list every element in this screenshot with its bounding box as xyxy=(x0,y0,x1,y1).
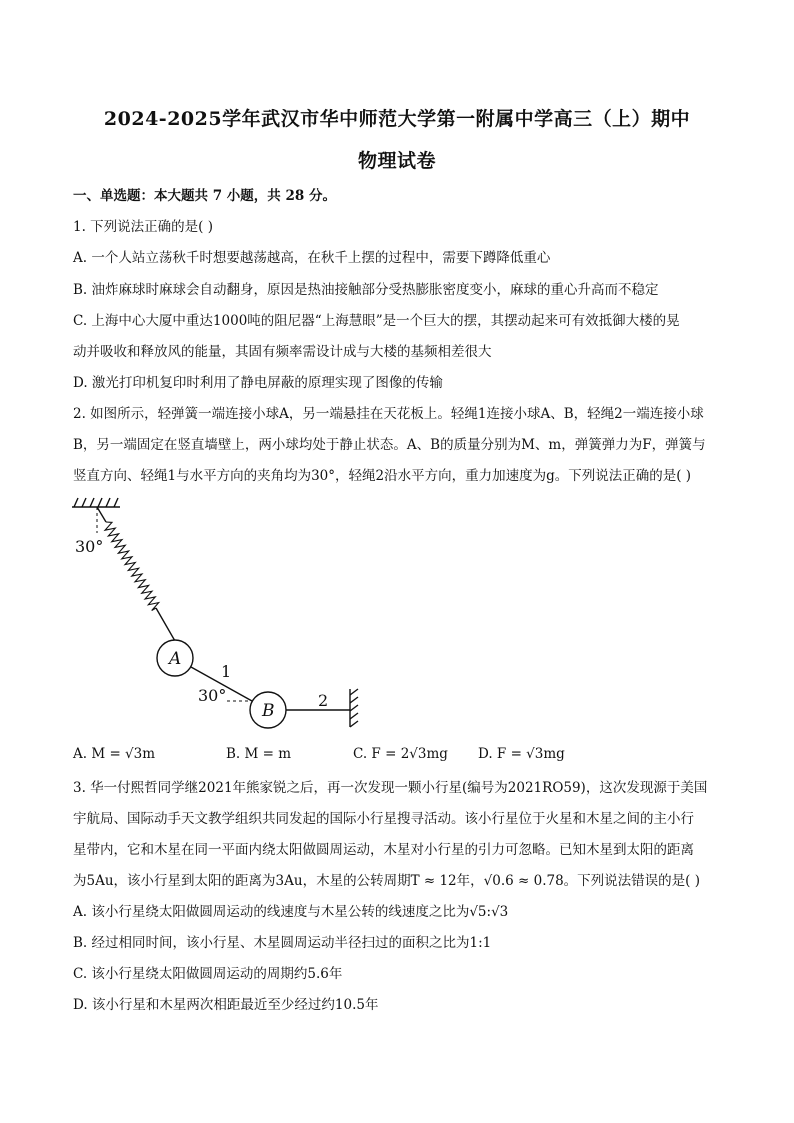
q1-option-c-line2: 动并吸收和释放风的能量，其固有频率需设计成与大楼的基频相差很大 xyxy=(73,344,492,360)
q3-option-c: C. 该小行星绕太阳做圆周运动的周期约5.6年 xyxy=(73,966,343,982)
q2-option-a: A. M = √3m xyxy=(73,746,156,762)
q3-stem-line4: 为5Au，该小行星到太阳的距离为3Au，木星的公转周期T ≈ 12年，√0.6 ≈ 0.78。下列说法错误的是( ) xyxy=(73,873,700,889)
q2-stem-line3: 竖直方向、轻绳1与水平方向的夹角均为30°，轻绳2沿水平方向，重力加速度为g。下列说法正确的是( ) xyxy=(73,468,692,484)
q3-option-a: A. 该小行星绕太阳做圆周运动的线速度与木星公转的线速度之比为√5:√3 xyxy=(73,904,509,920)
q2-option-c: C. F = 2√3mg xyxy=(353,746,448,762)
q2-option-b: B. M = m xyxy=(226,746,292,762)
q2-stem-line1: 2. 如图所示，轻弹簧一端连接小球A，另一端悬挂在天花板上。轻绳1连接小球A、B，轻绳2一端连接小球 xyxy=(73,406,704,422)
q3-option-d: D. 该小行星和木星两次相距最近至少经过约10.5年 xyxy=(73,997,379,1013)
q3-option-b: B. 经过相同时间，该小行星、木星圆周运动半径扫过的面积之比为1:1 xyxy=(73,935,492,951)
section-heading: 一、单选题：本大题共 7 小题，共 28 分。 xyxy=(73,188,336,204)
spring-top-lead xyxy=(97,507,106,522)
ball-a-label: A xyxy=(169,649,182,669)
q1-option-c-line1: C. 上海中心大厦中重达1000吨的阻尼器“上海慧眼”是一个巨大的摆，其摆动起来可有效抵御大楼的晃 xyxy=(73,313,680,329)
q2-stem-line2: B，另一端固定在竖直墙壁上，两小球均处于静止状态。A、B的质量分别为M、m，弹簧弹力为F，弹簧与 xyxy=(73,437,706,453)
q1-option-b: B. 油炸麻球时麻球会自动翻身，原因是热油接触部分受热膨胀密度变小，麻球的重心升高而不稳定 xyxy=(73,282,659,298)
angle-bottom-label: 30° xyxy=(198,686,227,705)
ceiling-hatch xyxy=(72,498,120,507)
rope-2-label: 2 xyxy=(318,691,329,710)
q3-stem-line1: 3. 华一付熙哲同学继2021年熊家锐之后，再一次发现一颗小行星(编号为2021RO59)，这次发现源于美国 xyxy=(73,780,708,796)
q2-figure xyxy=(60,495,380,735)
q3-stem-line2: 宇航局、国际动手天文教学组织共同发起的国际小行星搜寻活动。该小行星位于火星和木星之间的主小行 xyxy=(73,811,694,827)
q1-stem: 1. 下列说法正确的是( ) xyxy=(73,219,213,235)
exam-title-line1: 2024-2025学年武汉市华中师范大学第一附属中学高三（上）期中 xyxy=(103,108,691,130)
q1-option-d: D. 激光打印机复印时利用了静电屏蔽的原理实现了图像的传输 xyxy=(73,375,443,391)
q3-stem-line3: 星带内，它和木星在同一平面内绕太阳做圆周运动，木星对小行星的引力可忽略。已知木星到太阳的距离 xyxy=(73,842,694,858)
angle-top-label: 30° xyxy=(75,537,104,556)
exam-title-line2: 物理试卷 xyxy=(357,150,436,172)
rope-1-label: 1 xyxy=(221,662,232,681)
ball-b-label: B xyxy=(262,701,275,721)
q2-options xyxy=(73,746,723,766)
q1-option-a: A. 一个人站立荡秋千时想要越荡越高，在秋千上摆的过程中，需要下蹲降低重心 xyxy=(73,250,551,266)
spring xyxy=(105,522,159,611)
q2-option-d: D. F = √3mg xyxy=(478,746,565,762)
spring-bottom-lead xyxy=(156,608,175,641)
wall-hatch xyxy=(350,689,358,727)
